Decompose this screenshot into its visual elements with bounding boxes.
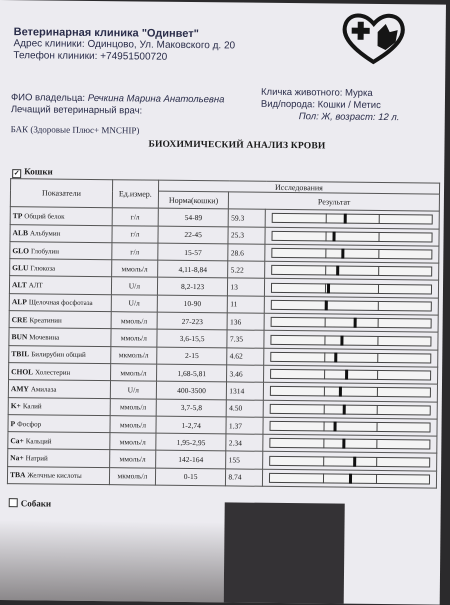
- bar-upper-limit: [378, 318, 379, 328]
- norm-cell: 3,6-15,5: [157, 330, 228, 348]
- indicator-cell: [10, 207, 112, 225]
- indicator-label: Общий белок: [24, 212, 65, 221]
- indicator-cell: [8, 414, 110, 432]
- unit-cell: г/л: [112, 208, 158, 226]
- value-cell: 2.34: [226, 434, 263, 452]
- clinic-header: [13, 26, 235, 64]
- value-cell: 4.50: [227, 399, 264, 417]
- norm-cell: 400-3500: [156, 381, 227, 399]
- indicator-code: BUN: [11, 332, 28, 342]
- bar-upper-limit: [376, 457, 377, 467]
- value-cell: 136: [227, 313, 264, 331]
- unit-cell: г/л: [112, 243, 158, 261]
- value-cell: 1.37: [226, 417, 263, 435]
- norm-cell: 3,7-5,8: [156, 399, 227, 417]
- indicator-label: Амилаза: [30, 385, 57, 394]
- result-bar: [270, 455, 431, 467]
- indicator-code: AMY: [10, 384, 29, 394]
- indicator-cell: [9, 345, 111, 363]
- unit-cell: ммоль/л: [111, 312, 157, 330]
- indicator-label: Билирубин общий: [31, 350, 86, 360]
- result-bar: [272, 231, 433, 243]
- unit-cell: ммоль/л: [110, 450, 156, 468]
- indicator-cell: [8, 397, 110, 415]
- result-bar-cell: [265, 261, 439, 280]
- bar-upper-limit: [376, 422, 377, 432]
- bar-upper-limit: [378, 301, 379, 311]
- value-cell: 7.35: [227, 330, 264, 348]
- unit-cell: ммоль/л: [110, 364, 156, 382]
- indicator-label: Глюкоза: [30, 264, 56, 273]
- cats-label: Кошки: [24, 166, 53, 177]
- device-label: БАК (Здоровые Плюс+ MNCHIP): [10, 124, 140, 136]
- indicator-label: Фосфор: [17, 419, 42, 428]
- norm-cell: 10-90: [157, 295, 228, 313]
- bar-upper-limit: [377, 335, 378, 345]
- clinic-phone: Телефон клиники: +74951500720: [13, 50, 168, 63]
- unit-cell: ммоль/л: [110, 398, 156, 416]
- indicator-label: Холестерин: [35, 367, 71, 377]
- unit-cell: ммоль/л: [112, 260, 158, 278]
- result-bar-cell: [264, 348, 438, 367]
- value-cell: 8.74: [226, 469, 263, 487]
- result-bar: [271, 352, 432, 364]
- indicator-label: Креатинин: [29, 316, 62, 325]
- indicator-cell: [8, 380, 110, 398]
- bar-lower-limit: [323, 456, 324, 466]
- indicator-code: TBIL: [11, 349, 30, 359]
- result-bar-cell: [265, 296, 439, 315]
- indicator-cell: [10, 224, 112, 242]
- indicator-code: Na+: [10, 453, 24, 463]
- result-bar-cell: [263, 417, 437, 436]
- bar-upper-limit: [376, 439, 377, 449]
- indicator-label: Натрий: [25, 454, 48, 463]
- indicator-code: Ca+: [10, 435, 24, 446]
- header-indicators: Показатели: [10, 179, 112, 208]
- result-bar: [269, 473, 430, 485]
- result-bar: [271, 265, 432, 277]
- result-bar-cell: [265, 227, 439, 246]
- result-bar: [270, 421, 431, 433]
- unit-cell: мкмоль/л: [111, 346, 157, 364]
- indicator-code: ALB: [12, 228, 29, 238]
- result-bar-cell: [264, 400, 438, 419]
- indicator-code: ALT: [11, 280, 27, 290]
- norm-cell: 15-57: [158, 243, 229, 261]
- owner-label: ФИО владельца:: [10, 92, 86, 104]
- bar-upper-limit: [378, 266, 379, 276]
- dogs-checkbox: [9, 498, 18, 507]
- bar-lower-limit: [324, 421, 325, 431]
- pet-sex-age: Пол: Ж, возраст: 12 л.: [298, 111, 400, 124]
- bar-marker: [349, 474, 352, 484]
- result-bar: [271, 282, 432, 294]
- value-cell: 28.6: [228, 244, 265, 262]
- indicator-code: GLO: [12, 245, 30, 255]
- unit-cell: U/л: [111, 294, 157, 312]
- bar-lower-limit: [326, 231, 327, 241]
- doctor-label: Лечащий ветеринарный врач:: [10, 104, 143, 117]
- unit-cell: мкмоль/л: [109, 467, 155, 485]
- value-cell: 155: [226, 451, 263, 469]
- bar-lower-limit: [325, 318, 326, 328]
- indicator-label: Щелочная фосфотаза: [28, 298, 93, 308]
- bar-upper-limit: [377, 353, 378, 363]
- owner-block: [11, 92, 225, 118]
- indicator-cell: [9, 363, 111, 381]
- bar-upper-limit: [377, 370, 378, 380]
- bar-marker: [333, 422, 336, 432]
- norm-cell: 54-89: [158, 208, 229, 226]
- header-norm: Норма(кошки): [158, 191, 229, 209]
- norm-cell: 22-45: [158, 226, 229, 244]
- bar-upper-limit: [377, 405, 378, 415]
- bar-upper-limit: [378, 284, 379, 294]
- indicator-code: CHOL: [11, 366, 34, 376]
- bar-upper-limit: [379, 214, 380, 224]
- bar-lower-limit: [324, 404, 325, 414]
- value-cell: 5.22: [228, 261, 265, 279]
- indicator-label: Альбумин: [29, 229, 61, 238]
- value-cell: 59.3: [229, 209, 266, 227]
- bar-lower-limit: [323, 473, 324, 483]
- clinic-address: Адрес клиники: Одинцово, Ул. Маковского д. 20: [13, 38, 236, 52]
- bar-upper-limit: [376, 474, 377, 484]
- bar-marker: [343, 439, 346, 449]
- norm-cell: 0-15: [155, 468, 226, 486]
- result-bar-cell: [265, 279, 439, 298]
- bar-upper-limit: [378, 249, 379, 259]
- indicator-code: K+: [10, 401, 21, 411]
- result-bar-cell: [265, 210, 439, 229]
- indicator-cell: [8, 432, 110, 450]
- indicator-code: ALP: [11, 297, 27, 307]
- indicator-label: Мочевина: [29, 333, 60, 342]
- unit-cell: U/л: [111, 277, 157, 295]
- result-bar-cell: [263, 434, 437, 453]
- indicator-code: CRE: [11, 314, 28, 325]
- bar-lower-limit: [324, 370, 325, 380]
- value-cell: 1314: [227, 382, 264, 400]
- result-bar-cell: [263, 469, 437, 488]
- unit-cell: U/л: [110, 381, 156, 399]
- norm-cell: 142-164: [155, 451, 226, 469]
- table-row: [7, 466, 436, 488]
- value-cell: 4.62: [227, 348, 264, 366]
- value-cell: 3.46: [227, 365, 264, 383]
- value-cell: 11: [228, 296, 265, 314]
- indicator-cell: [8, 449, 110, 467]
- indicator-code: TP: [12, 211, 23, 221]
- indicator-cell: [9, 293, 111, 311]
- indicator-label: Глобулин: [31, 246, 60, 256]
- bar-marker: [353, 318, 356, 328]
- unit-cell: ммоль/л: [110, 416, 156, 434]
- indicator-cell: [10, 242, 112, 260]
- header-result: Результат: [229, 192, 440, 212]
- result-bar: [270, 386, 431, 398]
- owner-name: Речкина Марина Анатольевна: [87, 92, 225, 106]
- bar-marker: [354, 456, 357, 466]
- norm-cell: 8,2-123: [157, 278, 228, 296]
- indicator-code: TBA: [9, 470, 26, 480]
- result-bar: [270, 438, 431, 450]
- clinic-logo: [337, 10, 410, 69]
- bar-marker: [341, 249, 344, 259]
- result-bar: [270, 369, 431, 381]
- norm-cell: 4,11-8,84: [157, 260, 228, 278]
- pet-block: [261, 87, 400, 124]
- bar-marker: [345, 370, 348, 380]
- result-bar-cell: [263, 452, 437, 471]
- photo-shadow-dark: [224, 502, 345, 603]
- indicator-cell: [9, 328, 111, 346]
- bar-upper-limit: [377, 387, 378, 397]
- result-bar: [272, 248, 433, 260]
- bar-lower-limit: [324, 387, 325, 397]
- clinic-name: Ветеринарная клиника "Одинвет": [13, 26, 199, 41]
- bar-lower-limit: [323, 439, 324, 449]
- result-bar: [271, 317, 432, 329]
- result-bar-cell: [264, 313, 438, 332]
- indicator-label: Желчные кислоты: [27, 471, 82, 481]
- page-title: БИОХИМИЧЕСКИЙ АНАЛИЗ КРОВИ: [148, 139, 326, 152]
- bar-marker: [343, 404, 346, 414]
- species-cats: [12, 166, 53, 178]
- norm-cell: 2-15: [157, 347, 228, 365]
- unit-cell: ммоль/л: [110, 433, 156, 451]
- norm-cell: 1,95-2,95: [156, 433, 227, 451]
- bar-marker: [337, 266, 340, 276]
- bar-marker: [325, 300, 328, 310]
- header-research: Исследования: [158, 180, 439, 194]
- pet-name: Кличка животного: Мурка: [260, 86, 373, 99]
- indicator-label: Кальций: [25, 437, 52, 446]
- result-bar-cell: [264, 331, 438, 350]
- indicator-cell: [10, 259, 112, 277]
- indicator-label: АЛТ: [28, 281, 43, 290]
- indicator-code: GLU: [12, 262, 29, 273]
- indicator-cell: [9, 311, 111, 329]
- indicator-label: Калий: [22, 402, 42, 411]
- species-dogs: [9, 498, 51, 508]
- bar-lower-limit: [325, 335, 326, 345]
- unit-cell: ммоль/л: [111, 329, 157, 347]
- bar-marker: [338, 387, 341, 397]
- result-bar-cell: [264, 365, 438, 384]
- indicator-cell: [7, 466, 109, 484]
- bar-marker: [332, 231, 335, 241]
- bar-marker: [343, 214, 346, 224]
- results-table: [7, 178, 440, 489]
- norm-cell: 27-223: [157, 312, 228, 330]
- bar-upper-limit: [378, 232, 379, 242]
- bar-lower-limit: [324, 352, 325, 362]
- result-bar: [270, 404, 431, 416]
- result-bar-cell: [265, 244, 439, 263]
- bar-marker: [334, 352, 337, 362]
- bar-lower-limit: [325, 266, 326, 276]
- result-bar-cell: [264, 383, 438, 402]
- result-bar: [271, 334, 432, 346]
- bar-lower-limit: [326, 214, 327, 224]
- bar-lower-limit: [325, 248, 326, 258]
- bar-marker: [327, 283, 330, 293]
- photo-shadow: [0, 520, 225, 602]
- header-units: Ед.измер.: [112, 180, 158, 209]
- norm-cell: 1-2,74: [156, 416, 227, 434]
- value-cell: 13: [228, 278, 265, 296]
- cats-checkbox: ✓: [13, 169, 20, 178]
- indicator-cell: [9, 276, 111, 294]
- result-bar: [271, 300, 432, 312]
- unit-cell: г/л: [112, 225, 158, 243]
- value-cell: 25.3: [228, 226, 265, 244]
- dogs-label: Собаки: [20, 498, 52, 509]
- norm-cell: 1,68-5,81: [156, 364, 227, 382]
- pet-species: Вид/порода: Кошки / Метис: [260, 98, 381, 111]
- bar-marker: [341, 335, 344, 345]
- result-bar: [272, 213, 433, 225]
- indicator-code: P: [10, 418, 16, 428]
